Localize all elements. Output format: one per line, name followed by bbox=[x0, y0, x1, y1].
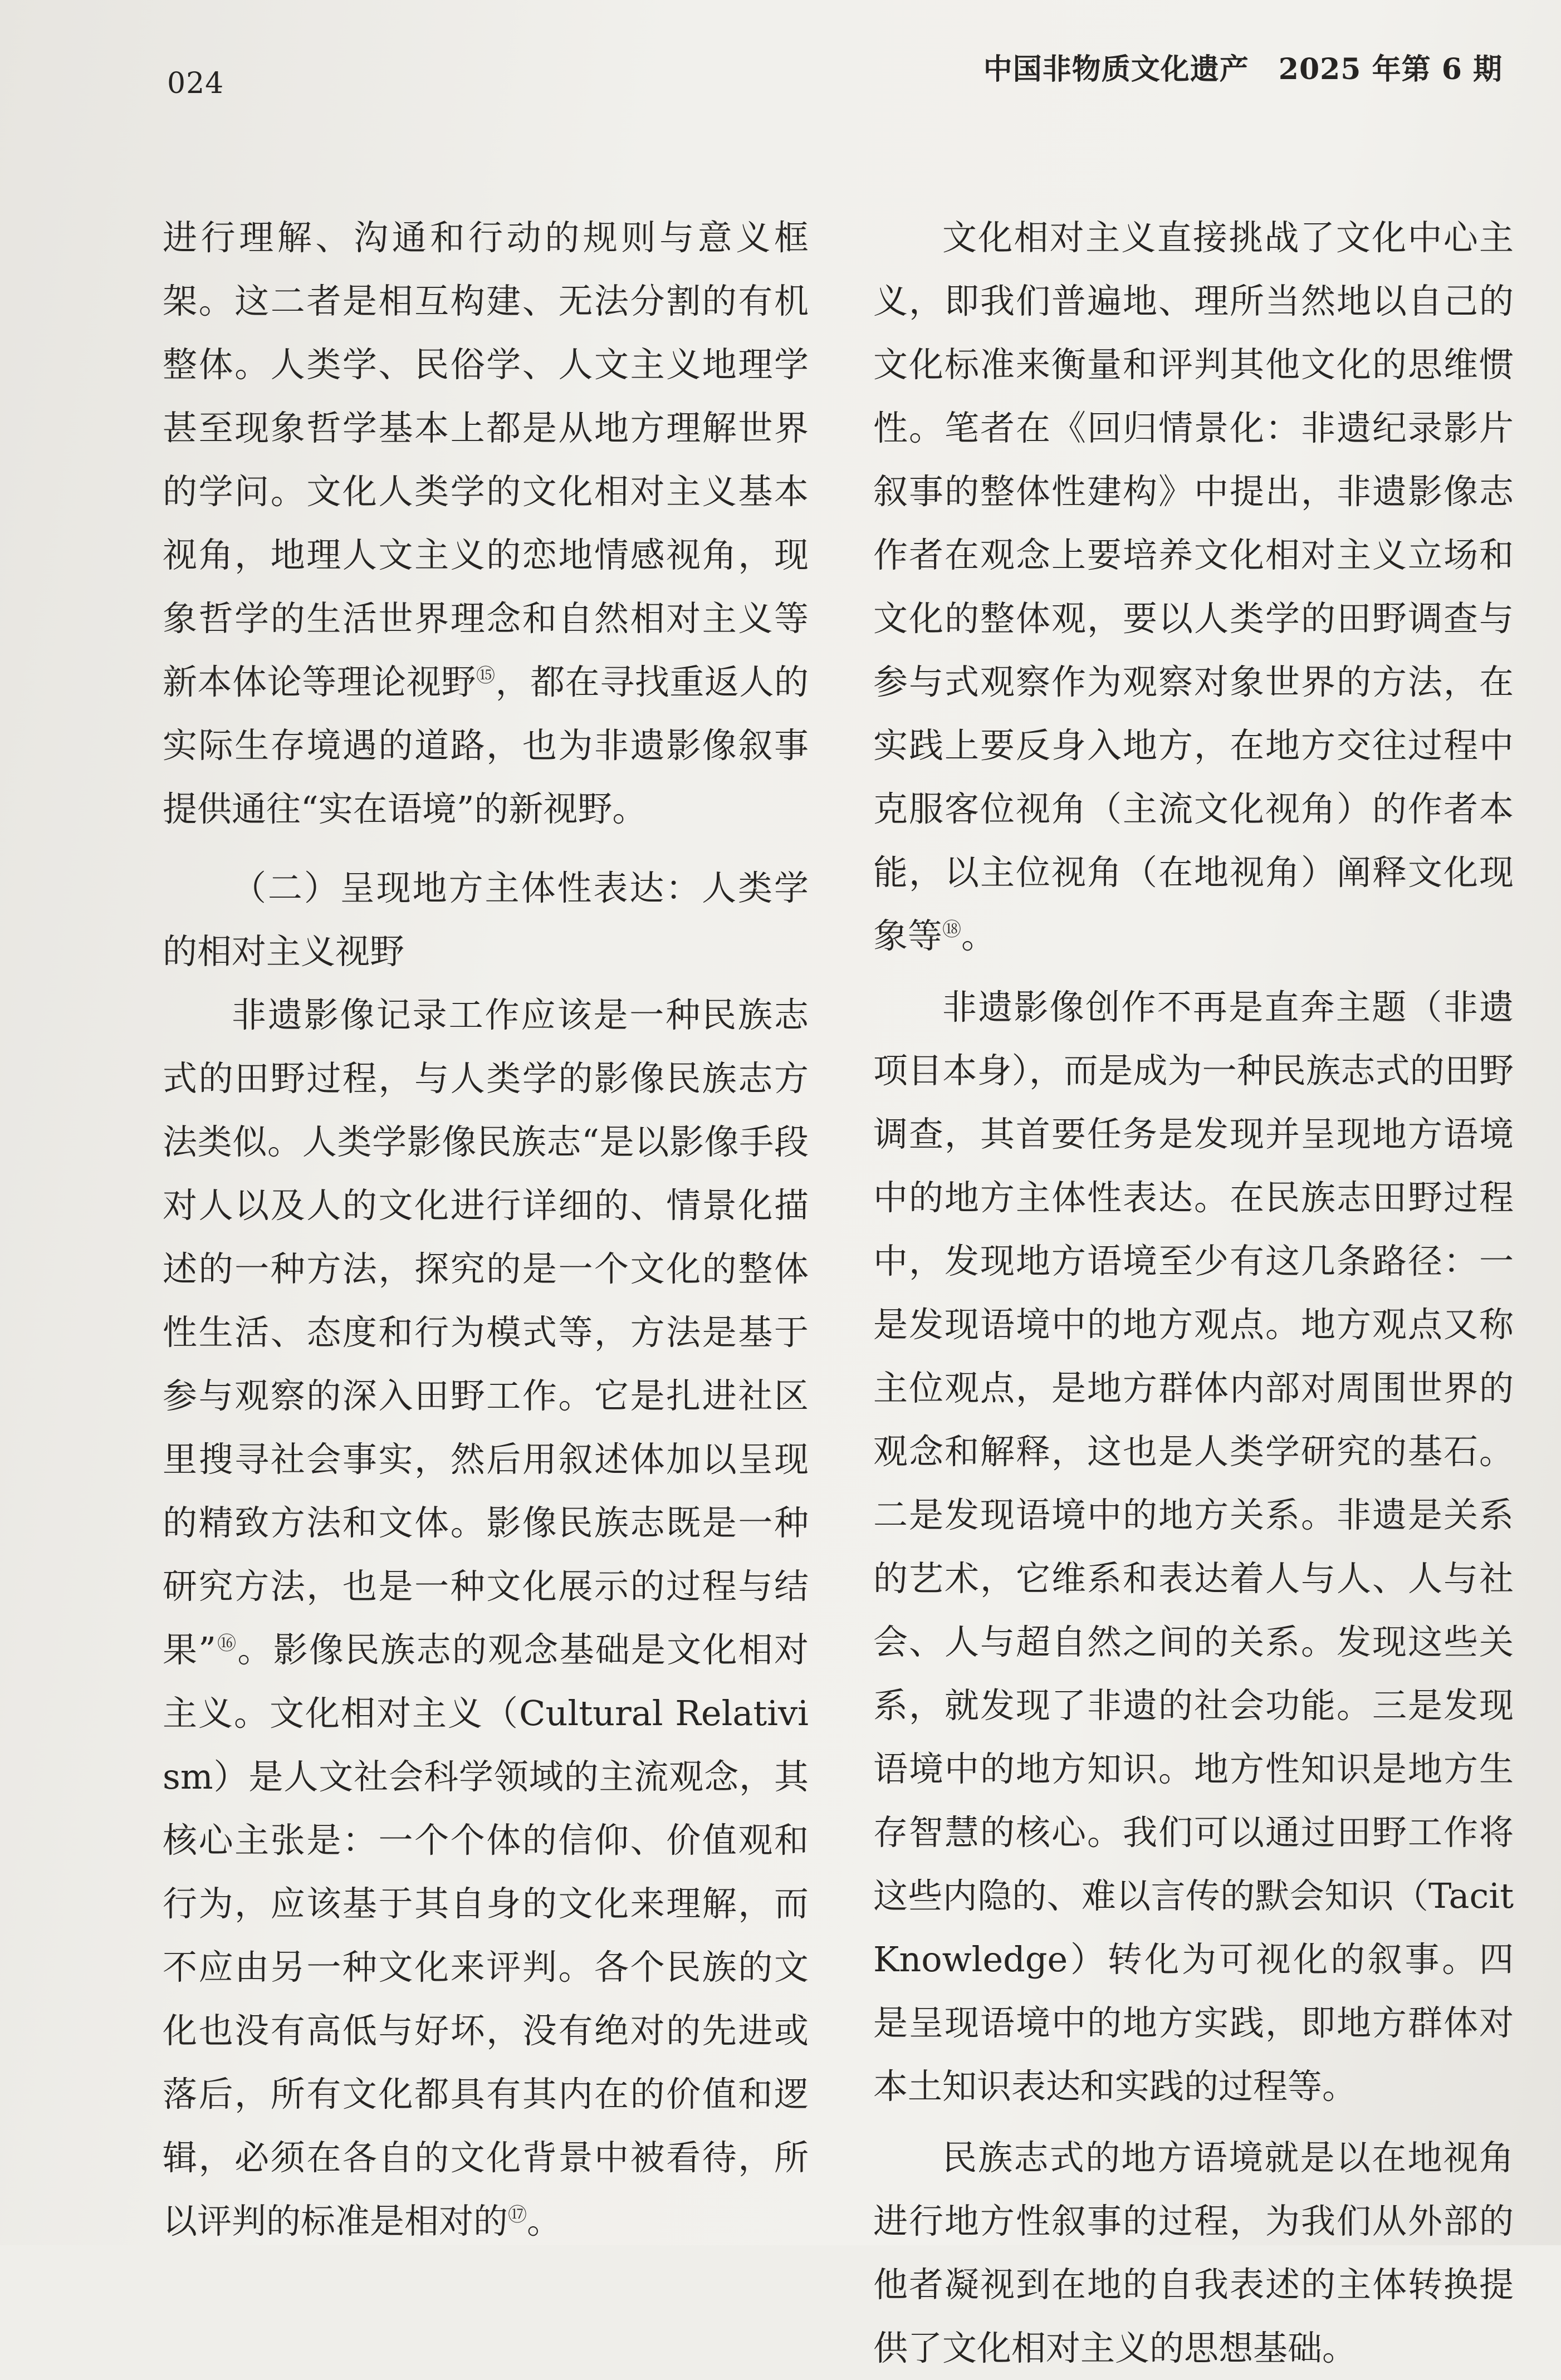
section-heading: （二）呈现地方主体性表达：人类学的相对主义视野 bbox=[163, 868, 809, 972]
paragraph-text: 。 bbox=[961, 915, 996, 956]
paragraph: 非遗影像创作不再是直奔主题（非遗项目本身），而是成为一种民族志式的田野调查，其首要任务是发现并呈现地方语境中的地方主体性表达。在民族志田野过程中，发现地方语境至少有这几条路径：一是发现语境中的地方观点。地方观点又称主位观点，是地方群体内部对周围世界的观念和解释，这也是人类学研究的基石。二是发现语境中的地方关系。非遗是关系的艺术，它维系和表达着人与人、人与社会、人与超自然之间的关系。发现这些关系，就发现了非遗的社会功能。三是发现语境中的地方知识。地方性知识是地方生存智慧的核心。我们可以通过田野工作将这些内隐的、难以言传的默会知识（Tacit Knowledge）转化为可视化的叙事。四是呈现语境中的地方实践，即地方群体对本土知识表达和实践的过程等。 bbox=[873, 987, 1514, 2107]
paragraph bbox=[873, 206, 1514, 968]
paragraph-text: 。影像民族志的观念基础是文化相对主义。文化相对主义（Cultural Relativism）是人文社会科学领域的主流观念，其核心主张是：一个个体的信仰、价值观和行为，应该基于其自身的文化来理解，而不应由另一种文化来评判。各个民族的文化也没有高低与好坏，没有绝对的先进或落后，所有文化都具有其内在的价值和逻辑，必须在各自的文化背景中被看待，所以评判的标准是相对的 bbox=[163, 1629, 809, 2241]
paragraph bbox=[163, 983, 809, 2253]
paragraph: 民族志式的地方语境就是以在地视角进行地方性叙事的过程，为我们从外部的他者凝视到在地的自我表述的主体转换提供了文化相对主义的思想基础。 bbox=[873, 2137, 1514, 2368]
footnote-marker: ⑯ bbox=[216, 1632, 238, 1655]
paragraph-text: 文化相对主义直接挑战了文化中心主义，即我们普遍地、理所当然地以自己的文化标准来衡量和评判其他文化的思维惯性。笔者在《回归情景化：非遗纪录影片叙事的整体性建构》中提出，非遗影像志作者在观念上要培养文化相对主义立场和文化的整体观，要以人类学的田野调查与参与式观察作为观察对象世界的方法，在实践上要反身入地方，在地方交往过程中克服客位视角（主流文化视角）的作者本能，以主位视角（在地视角）阐释文化现象等 bbox=[873, 217, 1514, 956]
left-column bbox=[163, 206, 809, 2253]
paragraph-text: 。 bbox=[527, 2201, 562, 2241]
journal-header: 中国非物质文化遗产 2025 年第 6 期 bbox=[983, 52, 1503, 86]
paragraph-text: 非遗影像记录工作应该是一种民族志式的田野过程，与人类学的影像民族志方法类似。人类学影像民族志“是以影像手段对人以及人的文化进行详细的、情景化描述的一种方法，探究的是一个文化的整体性生活、态度和行为模式等，方法是基于参与观察的深入田野工作。它是扎进社区里搜寻社会事实，然后用叙述体加以呈现的精致方法和文体。影像民族志既是一种研究方法，也是一种文化展示的过程与结果” bbox=[163, 995, 809, 1670]
page-number: 024 bbox=[167, 67, 224, 100]
footnote-marker: ⑮ bbox=[476, 664, 496, 687]
paragraph-text: ，都在寻找重返人的实际生存境遇的道路，也为非遗影像叙事提供通往“实在语境”的新视野。 bbox=[163, 662, 809, 829]
footnote-marker: ⑰ bbox=[508, 2203, 527, 2226]
paragraph bbox=[163, 206, 809, 841]
paragraph-text: 进行理解、沟通和行动的规则与意义框架。这二者是相互构建、无法分割的有机整体。人类学、民俗学、人文主义地理学甚至现象哲学基本上都是从地方理解世界的学问。文化人类学的文化相对主义基本视角，地理人文主义的恋地情感视角，现象哲学的生活世界理念和自然相对主义等新本体论等理论视野 bbox=[163, 217, 809, 702]
right-column bbox=[873, 206, 1514, 2380]
footnote-marker: ⑱ bbox=[942, 918, 962, 941]
paragraph-gap bbox=[873, 968, 1514, 976]
paragraph-gap bbox=[873, 2118, 1514, 2126]
